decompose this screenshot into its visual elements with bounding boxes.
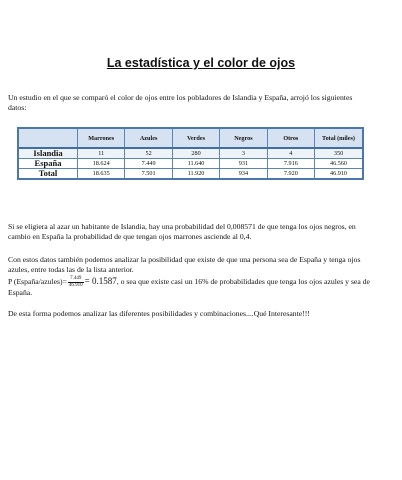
- table-cell: 280: [172, 148, 219, 159]
- table-cell: 18.624: [78, 159, 125, 169]
- formula-result: = 0.1587: [84, 276, 117, 286]
- header-azules: Azules: [125, 129, 172, 148]
- row-label: Total: [19, 169, 78, 179]
- table-corner-cell: [19, 129, 78, 148]
- table-cell: 11.640: [172, 159, 219, 169]
- row-label: Islandia: [19, 148, 78, 159]
- table-cell: 18.635: [78, 169, 125, 179]
- header-verdes: Verdes: [172, 129, 219, 148]
- conclusion-paragraph: De esta forma podemos analizar las diferentes posibilidades y combinaciones....Qué Interesante!!!: [8, 309, 310, 318]
- formula-fraction: [68, 276, 84, 288]
- table-cell: 52: [125, 148, 172, 159]
- table-cell: 7.449: [125, 159, 172, 169]
- fraction-numerator: 7.449: [68, 276, 84, 283]
- intro-paragraph: Un estudio en el que se comparó el color de ojos entre los pobladores de Islandia y España, arrojó los siguientes datos:: [8, 93, 353, 112]
- table-cell: 4: [267, 148, 314, 159]
- probability-paragraph: Si se eligiera al azar un habitante de Islandia, hay una probabilidad del 0,008571 de que tenga los ojos negros, en cambio en España la probabilidad de que tengan ojos marrones asciende al 0,4.: [8, 222, 356, 241]
- table-row: [19, 159, 362, 169]
- eye-color-table: [17, 127, 364, 180]
- table-cell: 931: [220, 159, 267, 169]
- table-cell: 11.920: [172, 169, 219, 179]
- formula-prefix: P (España/azules)=: [8, 277, 67, 286]
- table-header-row: [19, 129, 362, 148]
- table-cell: 46.560: [315, 159, 362, 169]
- table-cell: 7.916: [267, 159, 314, 169]
- table-cell: 934: [220, 169, 267, 179]
- row-label: España: [19, 159, 78, 169]
- header-marrones: Marrones: [78, 129, 125, 148]
- fraction-denominator: 46.910: [68, 282, 83, 288]
- table-cell: 350: [315, 148, 362, 159]
- table-cell: 46.910: [315, 169, 362, 179]
- header-otros: Otros: [267, 129, 314, 148]
- page-title: La estadística y el color de ojos: [106, 56, 296, 70]
- table-cell: 7.501: [125, 169, 172, 179]
- analysis-paragraph: Con estos datos también podemos analizar la posibilidad que existe de que una persona sea de España y tenga ojos azules, entre todas las de la lista anterior.: [8, 255, 361, 274]
- table-cell: 7.920: [267, 169, 314, 179]
- table-row: [19, 169, 362, 179]
- formula-paragraph: [8, 276, 370, 298]
- header-negros: Negros: [220, 129, 267, 148]
- header-total: Total (miles): [315, 129, 362, 148]
- table-cell: 3: [220, 148, 267, 159]
- table-cell: 11: [78, 148, 125, 159]
- table-row: [19, 148, 362, 159]
- formula-suffix: , o sea que existe casi un 16% de probabilidades que tenga los ojos azules y sea de España.: [8, 277, 370, 298]
